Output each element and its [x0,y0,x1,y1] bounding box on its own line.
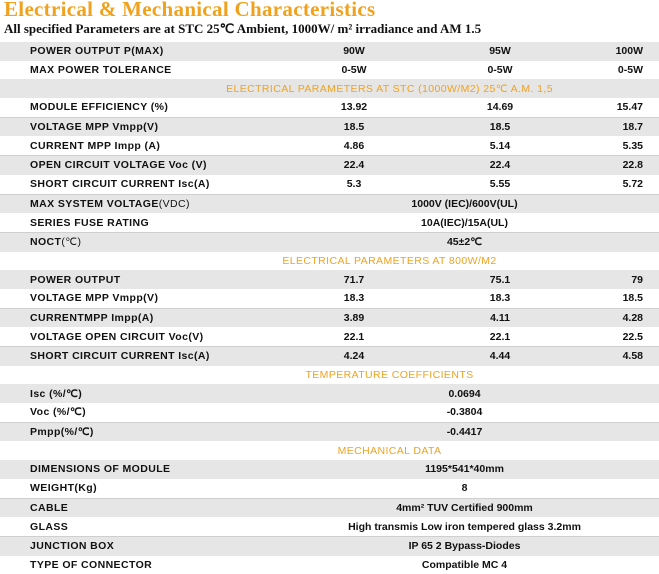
cell-100w: 4.58 [560,347,659,366]
cell-100w: 100W [560,42,659,61]
cell-all: 10A(IEC)/15A(UL) [270,213,659,232]
table-row [0,384,659,403]
table-row [0,213,659,232]
row-label: POWER OUTPUT [0,270,270,289]
table-row [0,536,659,555]
row-label: JUNCTION BOX [0,536,270,555]
cell-95w: 4.44 [420,347,560,366]
table-row [0,479,659,498]
table-row [0,136,659,155]
cell-100w: 18.7 [560,117,659,136]
page-title: Electrical & Mechanical Characteristics [4,0,376,21]
section-header-row [0,79,659,98]
row-label: MAX POWER TOLERANCE [30,64,172,77]
cell-95w: 22.4 [420,156,560,175]
row-label: Voc (%/℃) [0,403,270,422]
section-header-row [0,441,659,460]
cell-90w: 90W [270,42,420,61]
table-row [0,422,659,441]
cell-100w: 5.72 [560,175,659,194]
row-label: VOLTAGE OPEN CIRCUIT Voc(V) [0,327,270,346]
table-row [0,98,659,117]
table-row [0,42,659,61]
row-label: CURRENT MPP Impp (A) [0,136,270,155]
row-label: SHORT CIRCUIT CURRENT Isc(A) [0,175,270,194]
cell-95w: 0-5W [487,64,513,77]
cell-100w: 5.35 [560,136,659,155]
row-label: OPEN CIRCUIT VOLTAGE Voc (V) [0,156,270,175]
cell-all: 1195*541*40mm [270,460,659,479]
row-label: WEIGHT(Kg) [0,479,270,498]
table-row [0,517,659,536]
section-header-row [0,366,659,385]
cell-95w: 18.3 [420,289,560,308]
table-row [0,347,659,366]
cell-100w: 22.8 [560,156,659,175]
row-label: POWER OUTPUT P(MAX) [0,42,270,61]
cell-90w: 22.1 [270,327,420,346]
cell-100w: 18.5 [560,289,659,308]
cell-90w: 4.24 [270,347,420,366]
row-label: TYPE OF CONNECTOR [30,558,153,571]
table-row [0,61,659,80]
row-label: SHORT CIRCUIT CURRENT Isc(A) [0,347,270,366]
row-label: CABLE [0,498,270,517]
section-header-row [0,252,659,271]
table-row [0,289,659,308]
table-row [0,308,659,327]
section-header-temperature: TEMPERATURE COEFFICIENTS [305,369,474,382]
cell-all: IP 65 2 Bypass-Diodes [270,536,659,555]
row-label: NOCT(℃) [0,232,270,251]
cell-90w: 18.5 [270,117,420,136]
row-label: DIMENSIONS OF MODULE [0,460,270,479]
row-label: VOLTAGE MPP Vmpp(V) [0,289,270,308]
cell-100w: 4.28 [560,308,659,327]
cell-100w: 22.5 [560,327,659,346]
cell-90w: 18.3 [270,289,420,308]
cell-all: -0.4417 [270,422,659,441]
cell-95w: 14.69 [420,98,560,117]
table-row [0,156,659,175]
cell-95w: 18.5 [420,117,560,136]
cell-95w: 4.11 [420,308,560,327]
row-label: SERIES FUSE RATING [0,213,270,232]
cell-90w: 22.4 [270,156,420,175]
row-label: GLASS [0,517,270,536]
cell-90w: 71.7 [270,270,420,289]
table-row [0,556,659,574]
page-subtitle: All specified Parameters are at STC 25℃ Ambient, 1000W/ m² irradiance and AM 1.5 [4,21,482,36]
cell-all: 8 [270,479,659,498]
cell-95w: 95W [420,42,560,61]
row-label: Pmpp(%/℃) [0,422,270,441]
cell-90w: 13.92 [270,98,420,117]
cell-all: 4mm² TUV Certified 900mm [270,498,659,517]
section-header-mechanical: MECHANICAL DATA [337,444,442,457]
row-label: MAX SYSTEM VOLTAGE(VDC) [0,194,270,213]
cell-90w: 0-5W [341,64,367,77]
cell-all: Compatible MC 4 [421,558,508,571]
cell-95w: 75.1 [420,270,560,289]
table-row [0,460,659,479]
cell-all: 45±2℃ [270,232,659,251]
section-header-800: ELECTRICAL PARAMETERS AT 800W/M2 [282,254,497,267]
section-header-stc: ELECTRICAL PARAMETERS AT STC (1000W/M2) 25℃ A.M. 1,5 [226,82,553,95]
cell-all: 1000V (IEC)/600V(UL) [270,194,659,213]
cell-all: 0.0694 [270,384,659,403]
cell-90w: 4.86 [270,136,420,155]
row-label: CURRENTMPP Impp(A) [0,308,270,327]
cell-95w: 5.55 [420,175,560,194]
cell-100w: 0-5W [617,64,643,77]
table-row [0,403,659,422]
row-label: MODULE EFFICIENCY (%) [0,98,270,117]
table-row [0,270,659,289]
table-row [0,194,659,213]
table-row [0,175,659,194]
cell-95w: 5.14 [420,136,560,155]
cell-95w: 22.1 [420,327,560,346]
cell-100w: 15.47 [560,98,659,117]
spec-table [0,42,659,574]
cell-all: -0.3804 [270,403,659,422]
cell-all: High transmis Low iron tempered glass 3.2mm [270,517,659,536]
row-label: VOLTAGE MPP Vmpp(V) [0,117,270,136]
table-row [0,232,659,251]
table-row [0,117,659,136]
cell-90w: 5.3 [270,175,420,194]
cell-100w: 79 [560,270,659,289]
table-row [0,498,659,517]
row-label: Isc (%/℃) [0,384,270,403]
cell-90w: 3.89 [270,308,420,327]
table-row [0,327,659,346]
